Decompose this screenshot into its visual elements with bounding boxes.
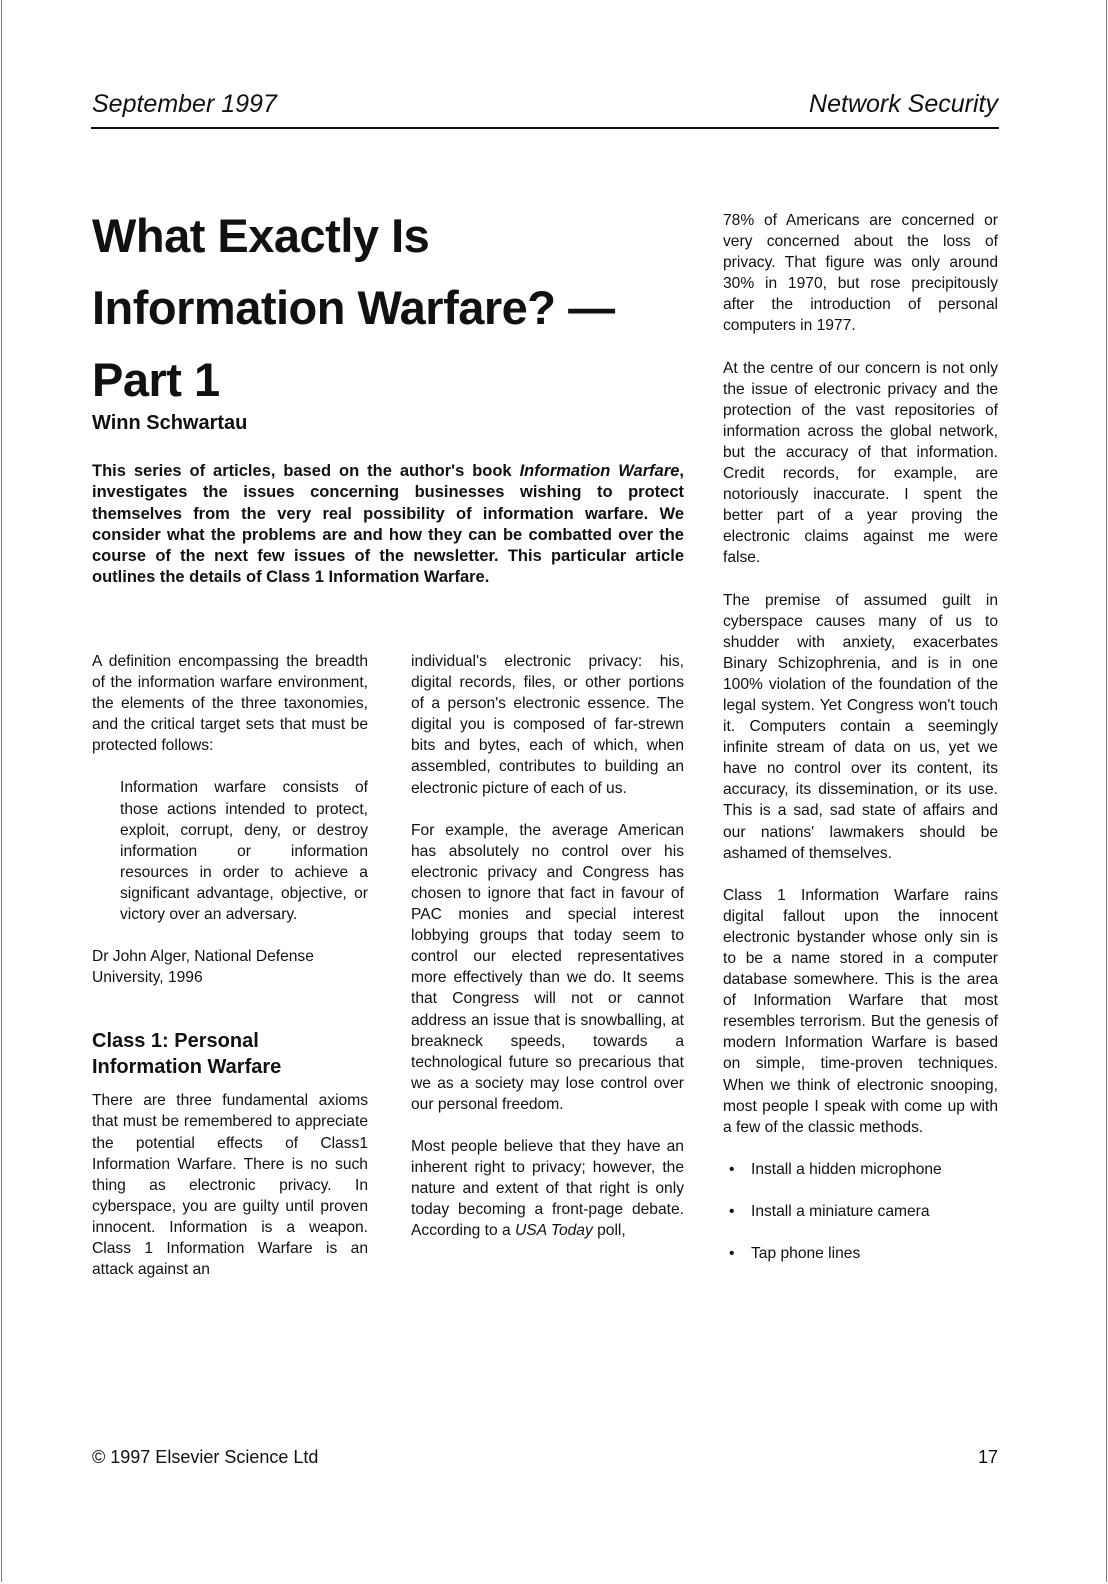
book-title: Information Warfare xyxy=(519,462,680,480)
paragraph: A definition encompassing the breadth of the information warfare environment, the elements of the three taxonomies, and the critical target sets that must be protected follows: xyxy=(92,653,368,755)
header-rule xyxy=(91,127,999,129)
journal-name: Network Security xyxy=(809,90,998,118)
list-item xyxy=(723,1243,998,1264)
list-item xyxy=(723,1159,998,1180)
paragraph: 78% of Americans are concerned or very concerned about the loss of privacy. That figure was only around 30% in 1970, but rose precipitously after the introduction of personal computers in 1977. xyxy=(723,212,998,335)
paragraph-text: Most people believe that they have an inherent right to privacy; however, the nature and extent of that right is only today becoming a front-page debate. According to a xyxy=(411,1137,684,1240)
column-2 xyxy=(411,651,684,1262)
quote-attribution: Dr John Alger, National Defense University, 1996 xyxy=(92,948,314,987)
article-author: Winn Schwartau xyxy=(92,412,248,434)
paragraph xyxy=(411,1136,684,1241)
column-3 xyxy=(723,210,998,1285)
paragraph: The premise of assumed guilt in cyberspace causes many of us to shudder with anxiety, exacerbates Binary Schizophrenia, and is in one 100% violation of the foundation of the legal system. Yet Congress won't touch it. Computers contain a seemingly infinite stream of data on us, yet we have no control over its content, its accuracy, its dissemination, or its use. This is a sad, sad state of affairs and our nations' lawmakers should be ashamed of themselves. xyxy=(723,591,998,862)
paragraph: For example, the average American has absolutely no control over his electronic privacy and Congress has chosen to ignore that fact in favour of PAC monies and special interest lobbying groups that today seem to control our elected representatives more effectively than we do. It seems that Congress will not or cannot address an issue that is snowballing, at breakneck speeds, towards a technological future so precarious that we as a society may lose control over our personal freedom. xyxy=(411,821,684,1113)
abstract-text: , investigates the issues concerning businesses wishing to protect themselves from the very real possibility of information warfare. We consider what the problems are and how they can be combatted over the course of the next few issues of the newsletter. This particular article outlines the details of Class 1 Information Warfare. xyxy=(92,462,685,587)
bullet-icon: • xyxy=(729,1202,735,1220)
column-1 xyxy=(92,651,368,1301)
paragraph-text: poll, xyxy=(592,1222,626,1240)
page-number: 17 xyxy=(977,1447,998,1467)
paragraph: There are three fundamental axioms that must be remembered to appreciate the potential effects of Class1 Information Warfare. There is no such thing as electronic privacy. In cyberspace, you are guilty until proven innocent. Information is a weapon. Class 1 Information Warfare is an attack against an xyxy=(92,1092,368,1279)
abstract-text: This series of articles, based on the author's book xyxy=(92,462,520,480)
list-item-text: Install a hidden microphone xyxy=(751,1160,942,1178)
bullet-icon: • xyxy=(729,1160,735,1178)
paragraph: At the centre of our concern is not only the issue of electronic privacy and the protection of the vast repositories of information across the global network, but the accuracy of that information. Credit records, for example, are notoriously inaccurate. I spent the better part of a year proving the electronic claims against me were false. xyxy=(723,359,998,567)
publication-name: USA Today xyxy=(515,1222,593,1240)
list-item-text: Tap phone lines xyxy=(751,1245,861,1263)
methods-list xyxy=(723,1159,998,1264)
section-heading: Class 1: Personal Information Warfare xyxy=(92,1030,282,1079)
paragraph: individual's electronic privacy: his, digital records, files, or other portions of a person's electronic essence. The digital you is composed of far-strewn bits and bytes, each of which, when assembled, contributes to building an electronic picture of each of us. xyxy=(411,653,684,797)
list-item xyxy=(723,1201,998,1222)
article-title: What Exactly Is Information Warfare? — Part 1 xyxy=(92,209,615,406)
copyright: © 1997 Elsevier Science Ltd xyxy=(92,1447,319,1467)
paragraph: Class 1 Information Warfare rains digital fallout upon the innocent electronic bystander whose only sin is to be a name stored in a computer database somewhere. This is the area of Information Warfare that most resembles terrorism. But the genesis of modern Information Warfare is based on simple, time-proven techniques. When we think of electronic snooping, most people I speak with come up with a few of the classic methods. xyxy=(723,886,998,1136)
issue-date: September 1997 xyxy=(92,90,277,118)
definition-quote: Information warfare consists of those actions intended to protect, exploit, corrupt, deny, or destroy information or information resources in order to achieve a significant advantage, objective, or victory over an adversary. xyxy=(120,779,368,924)
bullet-icon: • xyxy=(729,1245,735,1263)
list-item-text: Install a miniature camera xyxy=(751,1202,930,1220)
article-abstract xyxy=(92,461,684,589)
